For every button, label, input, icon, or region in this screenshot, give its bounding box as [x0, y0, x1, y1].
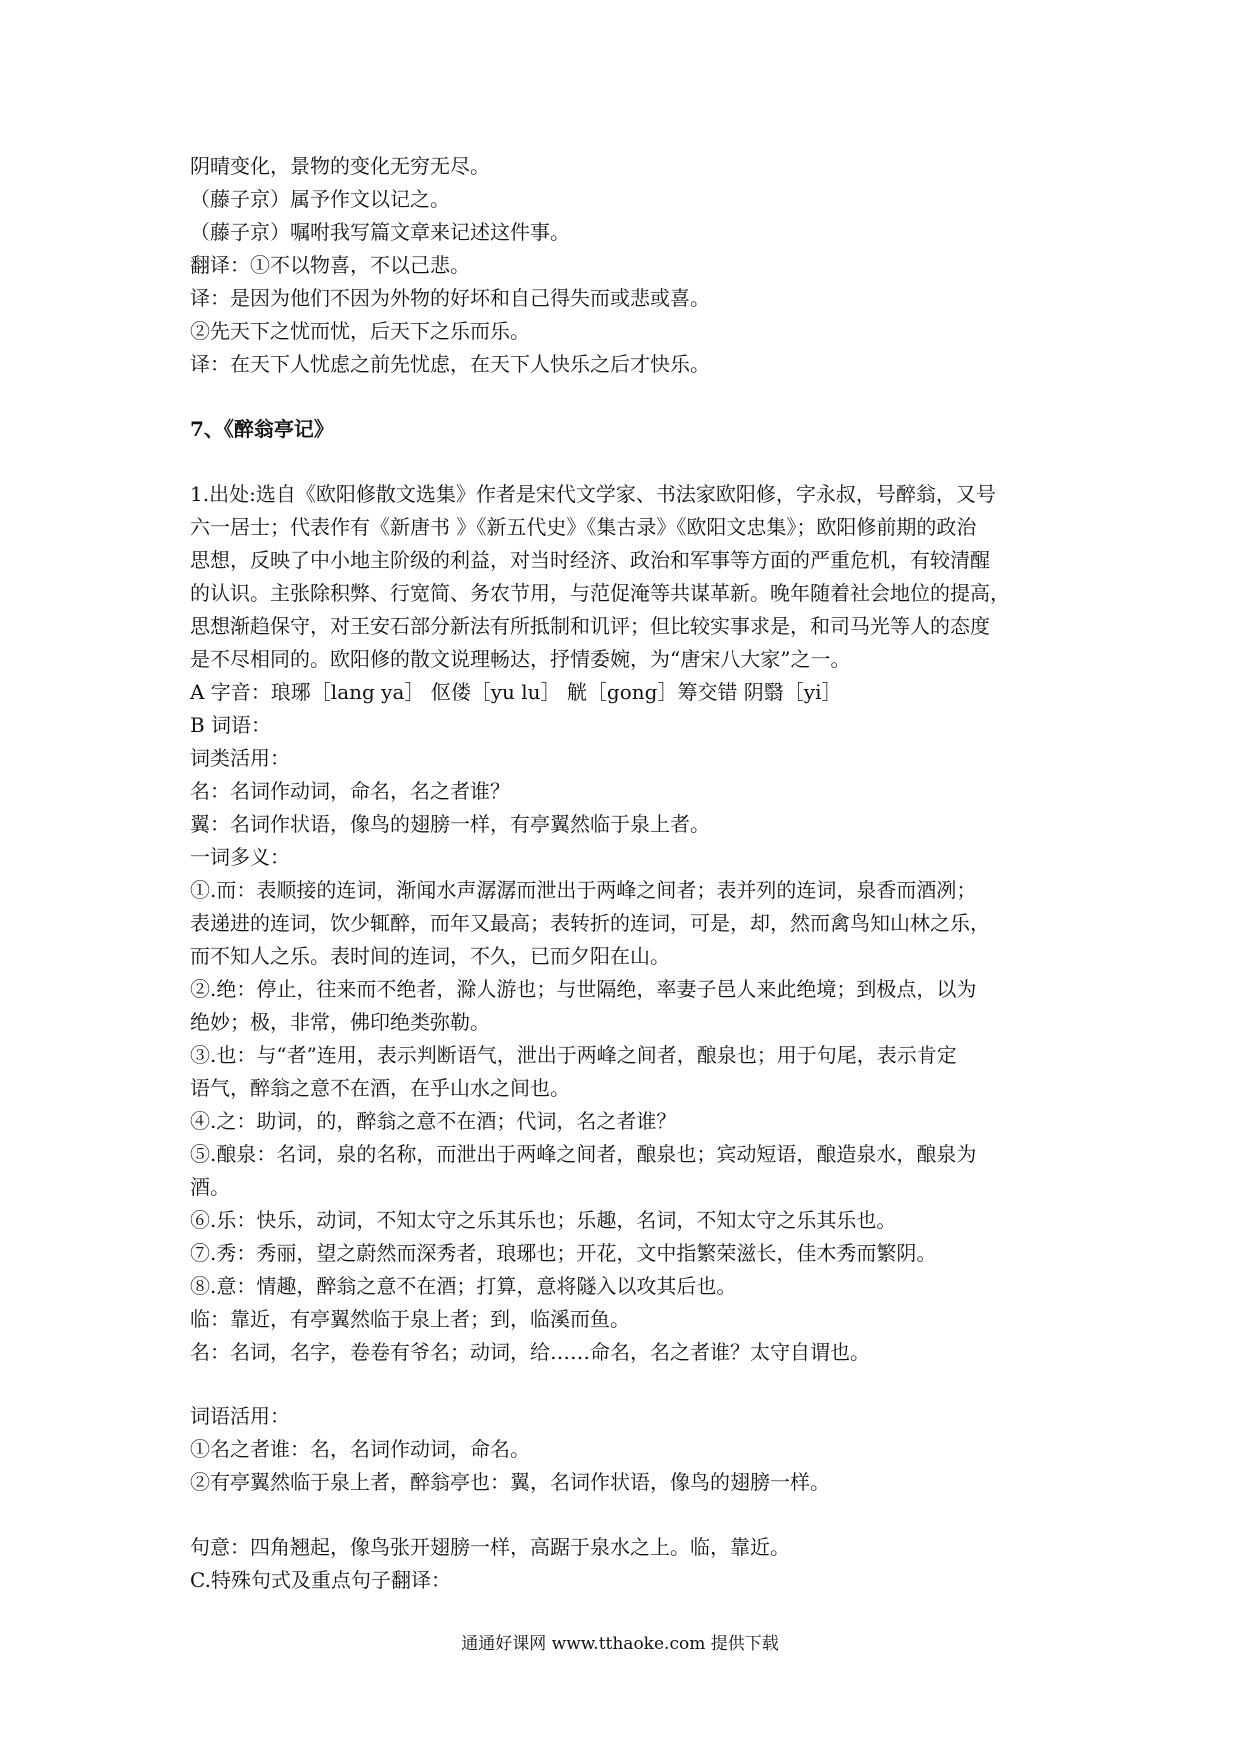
vocab-line-18: ⑧.意：情趣，醉翁之意不在酒；打算，意将隧入以攻其后也。 [190, 1274, 737, 1298]
meaning-line-2: C.特殊句式及重点句子翻译： [190, 1568, 451, 1592]
vocab-line-6: ①.而：表顺接的连词，渐闻水声潺潺而泄出于两峰之间者；表并列的连词，泉香而酒冽； [190, 878, 977, 902]
vocab-line-14: ⑤.酿泉：名词，泉的名称，而泄出于两峰之间者，酿泉也；宾动短语，酿造泉水，酿泉为 [190, 1142, 977, 1166]
intro-line-6: ②先天下之忧而忧，后天下之乐而乐。 [190, 319, 530, 343]
vocab-line-10: 绝妙；极，非常，佛印绝类弥勒。 [190, 1010, 490, 1034]
origin-line-6: 是不尽相同的。欧阳修的散文说理畅达，抒情委婉，为“唐宋八大家”之一。 [190, 647, 851, 671]
vocab-line-5: 一词多义： [190, 845, 290, 869]
vocab-line-1: B 词语： [190, 713, 272, 737]
vocab-line-13: ④.之：助词，的，醉翁之意不在酒；代词，名之者谁？ [190, 1109, 677, 1133]
intro-line-7: 译：在天下人忧虑之前先忧虑，在天下人快乐之后才快乐。 [190, 352, 710, 376]
vocab-line-8: 而不知人之乐。表时间的连词，不久，已而夕阳在山。 [190, 944, 670, 968]
vocab-line-15: 酒。 [190, 1175, 230, 1199]
usage-line-1: 词语活用： [190, 1404, 290, 1428]
origin-line-4: 的认识。主张除积弊、行宽简、务农节用，与范促淹等共谋革新。晚年随着社会地位的提高， [190, 581, 1010, 605]
vocab-line-3: 名：名词作动词，命名，名之者谁？ [190, 779, 510, 803]
meaning-line-1: 句意：四角翘起，像鸟张开翅膀一样，高踞于泉水之上。临，靠近。 [190, 1535, 790, 1559]
vocab-line-16: ⑥.乐：快乐，动词，不知太守之乐其乐也；乐趣，名词，不知太守之乐其乐也。 [190, 1208, 897, 1232]
vocab-line-7: 表递进的连词，饮少辄醉，而年又最高；表转折的连词，可是，却，然而禽鸟知山林之乐， [190, 911, 990, 935]
vocab-line-2: 词类活用： [190, 746, 290, 770]
vocab-line-19: 临：靠近，有亭翼然临于泉上者；到，临溪而鱼。 [190, 1307, 630, 1331]
usage-line-3: ②有亭翼然临于泉上者，醉翁亭也：翼，名词作状语，像鸟的翅膀一样。 [190, 1470, 830, 1494]
page-footer: 通通好课网 www.tthaoke.com 提供下载 [461, 1634, 779, 1654]
origin-line-2: 六一居士；代表作有《新唐书 》《新五代史》《集古录》《欧阳文忠集》；欧阳修前期的政治 [190, 515, 977, 539]
intro-line-2: （藤子京）属予作文以记之。 [190, 187, 450, 211]
vocab-line-20: 名：名词，名字，卷卷有爷名；动词，给……命名，名之者谁？太守自谓也。 [190, 1340, 870, 1364]
section-title: 7、《醉翁亭记》 [190, 417, 334, 441]
intro-line-3: （藤子京）嘱咐我写篇文章来记述这件事。 [190, 220, 570, 244]
vocab-line-17: ⑦.秀：秀丽，望之蔚然而深秀者，琅琊也；开花，文中指繁荣滋长，佳木秀而繁阴。 [190, 1241, 937, 1265]
pronunciation-line: A 字音：琅琊［lang ya］ 伛偻［yu lu］ 觥［gong］筹交错 阴翳［yi］ [190, 680, 842, 704]
vocab-line-4: 翼：名词作状语，像鸟的翅膀一样，有亭翼然临于泉上者。 [190, 812, 710, 836]
vocab-line-11: ③.也：与“者”连用，表示判断语气，泄出于两峰之间者，酿泉也；用于句尾，表示肯定 [190, 1043, 957, 1067]
vocab-line-9: ②.绝：停止，往来而不绝者，滁人游也；与世隔绝，率妻子邑人来此绝境；到极点，以为 [190, 977, 977, 1001]
origin-line-3: 思想，反映了中小地主阶级的利益，对当时经济、政治和军事等方面的严重危机，有较清醒 [190, 548, 990, 572]
intro-line-5: 译：是因为他们不因为外物的好坏和自己得失而或悲或喜。 [190, 286, 710, 310]
origin-line-1: 1.出处:选自《欧阳修散文选集》作者是宋代文学家、书法家欧阳修，字永叔，号醉翁，又号 [190, 482, 996, 506]
usage-line-2: ①名之者谁：名，名词作动词，命名。 [190, 1437, 530, 1461]
vocab-line-12: 语气，醉翁之意不在酒，在乎山水之间也。 [190, 1076, 570, 1100]
origin-line-5: 思想渐趋保守，对王安石部分新法有所抵制和讥评；但比较实事求是，和司马光等人的态度 [190, 614, 990, 638]
intro-line-4: 翻译：①不以物喜，不以己悲。 [190, 253, 470, 277]
intro-line-1: 阴晴变化，景物的变化无穷无尽。 [190, 154, 490, 178]
